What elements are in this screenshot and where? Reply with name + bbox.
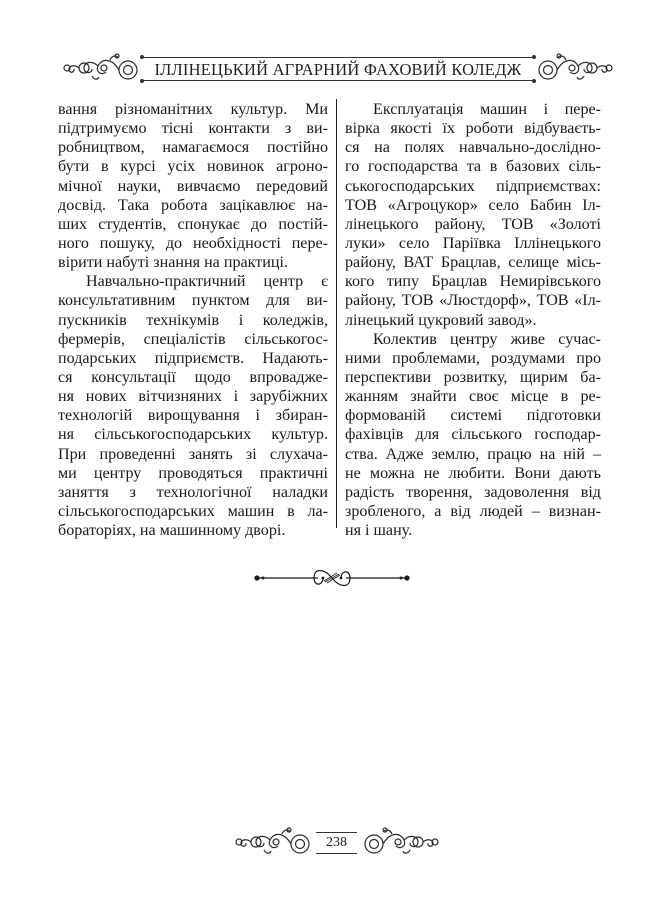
text-line: підтримуємо тісні контакти з ви- xyxy=(58,120,328,138)
text-line: фермерів, спеціалістів сільськогос- xyxy=(58,330,328,348)
text-line: вірка якості їх роботи відбуваєть- xyxy=(345,120,601,138)
text-line: зробленого, а від людей – визнан- xyxy=(345,502,601,520)
text-line: формованій системі підготовки xyxy=(345,407,601,425)
text-line: ся на полях навчально-дослідно- xyxy=(345,139,601,157)
text-line: заняття з технологічної наладки xyxy=(58,483,328,501)
text-line: подарських підприємств. Надають- xyxy=(58,349,328,367)
text-line: ства. Адже землю, працю на ній – xyxy=(345,445,601,463)
text-line: ня і шану. xyxy=(345,522,413,540)
text-line: перспективи розвитку, щирим ба- xyxy=(345,368,601,386)
text-line: досвід. Така робота зацікавлює на- xyxy=(58,196,328,214)
right-text-column xyxy=(345,100,601,540)
text-line: робництвом, намагаємося постійно xyxy=(58,139,328,157)
text-line: ськогосподарських підприємствах: xyxy=(345,177,601,195)
text-line: пускників технікумів і коледжів, xyxy=(58,311,328,329)
text-line: радість творення, задоволення від xyxy=(345,483,601,501)
text-line: району, ВАТ Брацлав, селище місь- xyxy=(345,254,601,272)
text-line: бути в курсі усіх новинок агроно- xyxy=(58,158,328,176)
text-line: луки» село Паріївка Іллінецького xyxy=(345,234,601,252)
text-line: го господарства та в базових сіль- xyxy=(345,158,601,176)
scroll-flourish-icon xyxy=(536,50,614,84)
text-line: вання різноманітних культур. Ми xyxy=(58,101,328,118)
text-line: ТОВ «Агроцукор» село Бабин Іл- xyxy=(345,196,601,214)
text-line: лінецький цукровий завод». xyxy=(345,311,537,329)
text-line: технологій вирощування і збиран- xyxy=(58,407,328,425)
text-line: ними проблемами, роздумами про xyxy=(345,349,601,367)
text-line: ного пошуку, до необхідності пере- xyxy=(58,234,328,252)
scroll-flourish-icon xyxy=(234,826,312,860)
text-line: ня сільськогосподарських культур. xyxy=(58,426,328,444)
running-header xyxy=(0,44,657,94)
text-line: кого типу Брацлав Немирівського xyxy=(345,273,601,291)
text-line: ся консультації щодо впровадже- xyxy=(58,368,328,386)
text-line: При проведенні занять зі слухача- xyxy=(58,445,328,463)
left-text-column xyxy=(58,100,328,540)
text-line: ми центру проводяться практичні xyxy=(58,464,328,482)
page-footer xyxy=(0,826,657,866)
text-line: консультативним пунктом для ви- xyxy=(58,292,328,310)
header-title-bar xyxy=(143,57,533,81)
text-line: лінецького району, ТОВ «Золоті xyxy=(345,215,601,233)
scroll-flourish-icon xyxy=(362,826,440,860)
paragraph-start-line: Навчально-практичний центр є xyxy=(86,273,328,291)
scroll-flourish-icon xyxy=(62,50,140,84)
text-line: вірити набуті знання на практиці. xyxy=(58,254,289,272)
paragraph-start-line: Експлуатація машин і пере- xyxy=(373,101,601,118)
infinity-flourish-icon xyxy=(252,566,412,590)
text-line: мічної науки, вивчаємо передовий xyxy=(58,177,328,195)
text-line: ших студентів, спонукає до постій- xyxy=(58,215,328,233)
text-line: району, ТОВ «Люстдорф», ТОВ «Іл- xyxy=(345,292,601,310)
text-line: бораторіях, на машинному дворі. xyxy=(58,522,286,540)
text-line: не можна не любити. Вони дають xyxy=(345,464,601,482)
header-title: ІЛЛІНЕЦЬКИЙ АГРАРНИЙ ФАХОВИЙ КОЛЕДЖ xyxy=(154,60,522,79)
text-line: ня нових вітчизняних і зарубіжних xyxy=(58,388,328,406)
paragraph-start-line: Колектив центру живе сучас- xyxy=(373,330,601,348)
page-number: 238 xyxy=(316,832,357,854)
text-line: фахівців для сільського господар- xyxy=(345,426,601,444)
text-line: жанням знайти своє місце в ре- xyxy=(345,388,601,406)
text-line: сільськогосподарських машин в ла- xyxy=(58,502,328,520)
column-divider xyxy=(336,99,337,528)
